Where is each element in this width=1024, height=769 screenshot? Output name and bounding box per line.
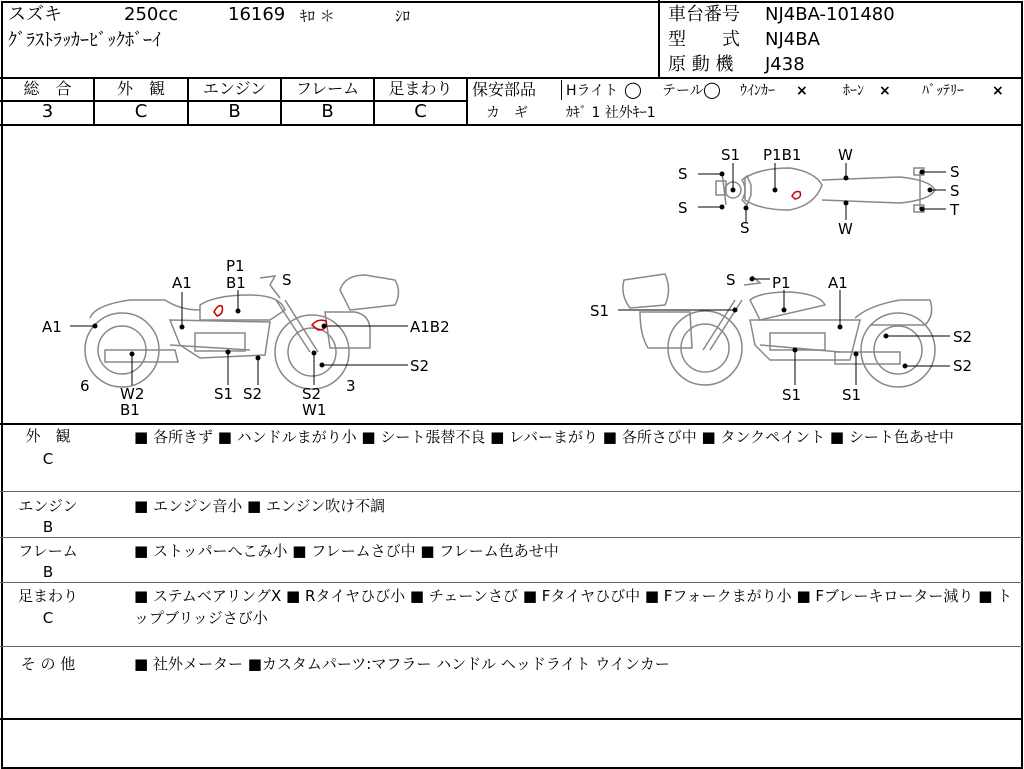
safety-mark-tail: ◯	[703, 80, 721, 99]
diagram-bottom-line	[0, 423, 1022, 425]
safety-mark-winker: ×	[796, 83, 808, 99]
remark-text-engine: ■ エンジン音小 ■ エンジン吹け不調	[134, 497, 386, 515]
frame-no: NJ4BA-101480	[765, 4, 895, 25]
left-label-a1b2: A1B2	[410, 318, 450, 336]
remark-grade-engine: B	[42, 518, 54, 536]
engine-model-label: 原 動 機	[668, 54, 734, 75]
grade-value-total: 3	[41, 101, 54, 122]
left-label-s2: S2	[243, 385, 263, 403]
top-label-t: T	[950, 201, 960, 219]
left-label-a1-left: A1	[42, 318, 62, 336]
key-label: カ ギ	[486, 105, 528, 121]
remark-text-other: ■ 社外メーター ■カスタムパーツ:マフラー ハンドル ヘッドライト ウインカー	[134, 655, 670, 673]
maker: スズキ	[8, 4, 62, 25]
remark-grade-exterior: C	[42, 450, 54, 468]
remark-grade-suspension: C	[42, 609, 54, 627]
remark-text-frame: ■ ストッパーへこみ小 ■ フレームさび中 ■ フレーム色あせ中	[134, 542, 559, 560]
safety-item-tail: テール	[662, 83, 704, 99]
left-label-w2: W2	[120, 385, 145, 403]
right-label-s1-left: S1	[590, 302, 610, 320]
safety-mark-horn: ×	[879, 83, 891, 99]
top-label-s1: S1	[721, 146, 741, 164]
safety-mark-headlight: ◯	[624, 80, 642, 99]
right-labels	[590, 271, 972, 404]
safety-label: 保安部品	[472, 80, 537, 99]
right-label-s2-lower: S2	[953, 357, 973, 375]
remark-cat-engine: エンジン	[18, 497, 78, 515]
safety-item-horn: ﾎｰﾝ	[843, 83, 864, 99]
remark-cat-suspension: 足まわり	[17, 587, 78, 605]
top-label-s-bottom: S	[740, 219, 750, 237]
top-label-s-right2: S	[950, 182, 960, 200]
safety-mark-battery: ×	[992, 83, 1004, 99]
top-leaders	[698, 163, 946, 222]
left-labels	[42, 257, 450, 419]
left-leaders	[70, 290, 408, 385]
left-label-3: 3	[346, 377, 356, 395]
left-label-p1: P1	[226, 257, 245, 275]
remark-cat-exterior: 外 観	[25, 427, 71, 445]
type-value: NJ4BA	[765, 29, 820, 50]
grade-header-frame: フレーム	[295, 79, 360, 98]
left-label-b1: B1	[226, 274, 246, 292]
color: ｼﾛ	[395, 7, 411, 25]
safety-item-winker: ｳｲﾝｶｰ	[740, 83, 775, 99]
remark-cat-frame: フレーム	[18, 542, 78, 560]
right-label-p1: P1	[772, 274, 791, 292]
top-label-s-left2: S	[678, 199, 688, 217]
left-label-b1-bottom: B1	[120, 401, 140, 419]
left-label-s1: S1	[214, 385, 234, 403]
grade-header-exterior: 外 観	[116, 79, 165, 98]
header-divider	[658, 0, 660, 78]
left-label-s2-right: S2	[410, 357, 430, 375]
grade-value-engine: B	[228, 101, 241, 122]
grade-header-engine: エンジン	[202, 79, 267, 98]
right-label-s2-upper: S2	[953, 328, 973, 346]
grade-value-exterior: C	[134, 101, 148, 122]
grade-value-suspension: C	[414, 101, 427, 122]
model-name: ｸﾞﾗｽﾄﾗｯｶｰﾋﾞｯｸﾎﾞｰｲ	[8, 30, 161, 51]
remark-grade-frame: B	[42, 563, 54, 581]
engine-model: J438	[765, 54, 805, 75]
grade-header-suspension: 足まわり	[388, 79, 453, 98]
mileage-unit: ｷﾛ ＊	[300, 7, 335, 25]
type-label: 型 式	[668, 29, 740, 50]
key-value: ｶｷﾞ 1 社外ｷｰ1	[566, 105, 656, 121]
left-label-s: S	[282, 271, 292, 289]
top-label-w: W	[838, 146, 853, 164]
safety-item-battery: ﾊﾞｯﾃﾘｰ	[922, 83, 964, 99]
damage-mark-top	[792, 192, 800, 200]
right-label-a1: A1	[828, 274, 848, 292]
frame-no-label: 車台番号	[668, 4, 740, 25]
right-label-s1-right: S1	[842, 386, 862, 404]
mileage: 16169	[228, 4, 286, 25]
top-label-s-left1: S	[678, 165, 688, 183]
safety-item-headlight: Hライト	[566, 83, 619, 99]
left-label-w1: W1	[302, 401, 327, 419]
right-label-s: S	[726, 271, 736, 289]
grade-header-total: 総 合	[23, 79, 72, 98]
top-label-p1b1: P1B1	[763, 146, 802, 164]
grade-value-frame: B	[321, 101, 334, 122]
right-label-s1-mid: S1	[782, 386, 802, 404]
left-label-a1-top: A1	[172, 274, 192, 292]
left-label-s2-front: S2	[302, 385, 322, 403]
top-view	[716, 168, 935, 212]
remark-text-exterior: ■ 各所きず ■ ハンドルまがり小 ■ シート張替不良 ■ レバーまがり ■ 各所さび中 ■ タンクペイント ■ シート色あせ中	[134, 428, 954, 446]
remark-text-suspension: ■ ステムベアリングX ■ Rタイヤひび小 ■ チェーンさび ■ Fタイヤひび中 ■ Fフォークまがり小 ■ Fブレーキローター減り ■ トップブリッジさび小	[134, 587, 1013, 627]
damage-mark-left-tank	[214, 306, 222, 316]
damage-diagram	[0, 126, 1020, 423]
left-label-6: 6	[80, 377, 90, 395]
top-label-s-right1: S	[950, 163, 960, 181]
top-label-w-bottom: W	[838, 220, 853, 238]
displacement: 250cc	[124, 4, 179, 25]
remark-cat-other: そ の 他	[20, 655, 76, 673]
